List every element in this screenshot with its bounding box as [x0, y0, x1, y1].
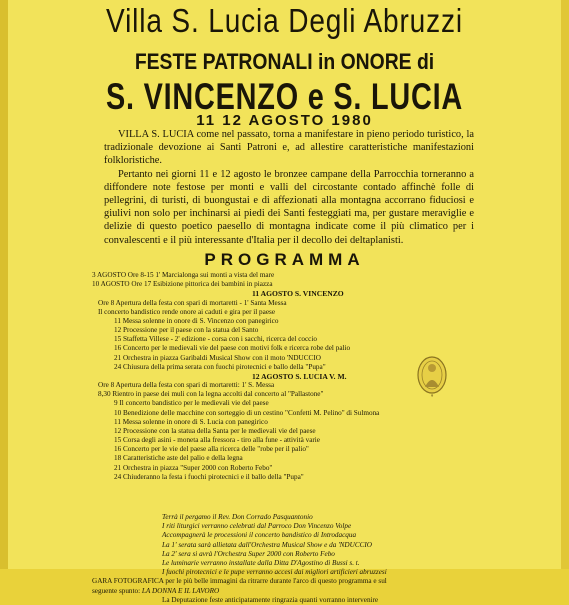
schedule-line: 16 Concerto per le vie del paese alla ricerca delle "robe per il palio" — [114, 445, 309, 454]
day2-heading: 12 AGOSTO S. LUCIA V. M. — [252, 371, 347, 381]
schedule-line: 12 Processione con la statua della Santa per le medievali vie del paese — [114, 426, 316, 435]
schedule-line: 16 Concerto per le medievali vie del paese con motivi folk e ricerca robe del palio — [114, 344, 351, 353]
schedule-line: 18 Caratteristiche aste del palio e della legna — [114, 454, 243, 463]
footer-line: Accompagnerà le processioni il concerto bandistico di Introdacqua — [162, 531, 357, 540]
closing-line: La Deputazione feste anticipatamente ringrazia quanti vorranno intervenire — [162, 595, 379, 604]
schedule-line: 24 Chiusura della prima serata con fuochi pirotecnici e ballo della "Pupa" — [114, 362, 326, 371]
schedule-line: 21 Orchestra in piazza Garibaldi Musical Show con il moto 'NDUCCIO — [114, 353, 321, 362]
right-edge — [561, 0, 569, 569]
schedule-line: 9 Il concerto bandistico per le medievali vie del paese — [114, 399, 269, 408]
saint-medallion-icon — [412, 353, 452, 399]
schedule-line: 11 Messa solenne in onore di S. Lucia con panegirico — [114, 417, 268, 426]
schedule-line: 21 Orchestra in piazza "Super 2000 con Roberto Febo" — [114, 463, 273, 472]
intro-text — [104, 128, 474, 247]
schedule-line: 11 Messa solenne in onore di S. Vincenzo con panegirico — [114, 316, 279, 325]
schedule-line: Ore 8 Apertura della festa con spari di mortaretti - 1' Santa Messa — [98, 298, 287, 307]
poster-title: Villa S. Lucia Degli Abruzzi — [106, 2, 463, 39]
schedule-line: 10 Benedizione delle macchine con sorteggio di un cestino "Confetti M. Pelino" di Sulmona — [114, 408, 380, 417]
footer-line: La 2' sera si avrà l'Orchestra Super 2000 con Roberto Febo — [162, 549, 335, 558]
intro-paragraph: VILLA S. LUCIA come nel passato, torna a manifestare in pieno periodo turistico, la tradizionale devozione ai Santi Patroni e, ad allestire caratteristiche manifestazioni folkloristiche. — [104, 129, 474, 167]
saints-title: S. VINCENZO e S. LUCIA — [105, 76, 464, 117]
svg-text:✝: ✝ — [430, 393, 434, 398]
schedule-line: Ore 8 Apertura della festa con spari di mortaretti: 1' S. Messa — [98, 381, 275, 390]
schedule-line: 8,30 Rientro in paese dei muli con la legna accolti dal concerto al "Pallastone" — [98, 390, 324, 399]
footer-line: Terrà il pergamo il Rev. Don Corrado Pasquantonio — [162, 513, 313, 521]
poster-subtitle: FESTE PATRONALI in ONORE di — [134, 49, 435, 74]
schedule-line: 3 AGOSTO Ore 8-15 1' Marcialonga sui monti a vista del mare — [92, 271, 275, 279]
gara-prefix: seguente spunto: — [92, 586, 141, 595]
schedule-line: 15 Staffetta Villese - 2' edizione - corsa con i sacchi, ricerca del coccio — [114, 335, 317, 344]
left-edge — [0, 0, 8, 569]
gara-theme-line — [92, 587, 482, 596]
intro-paragraph: Pertanto nei giorni 11 e 12 agosto le bronzee campane della Parrocchia torneranno a diffondere note festose per monti e valli del circostante contado affinchè folle di pellegrini, di turisti, di buongustai e di affezionati alla montagna accorrano fiduciosi e giulivi non solo per inchinarsi ai piedi dei Santi festeggiati ma, per gustare meraviglie e delizie di questo poetico paesello di montagna indicate come il più climatico per i convalescenti e il più interessante d'Italia per il decollo dei deltaplanisti. — [104, 168, 474, 246]
schedule-line: 15 Corsa degli asini - moneta alla fressora - tiro alla fune - attività varie — [114, 436, 320, 445]
schedule-line: 10 AGOSTO Ore 17 Esibizione pittorica dei bambini in piazza — [92, 280, 273, 289]
date-line: 11 12 AGOSTO 1980 — [196, 112, 373, 129]
schedule-line: Il concerto bandistico rende onore ai caduti e gira per il paese — [98, 307, 276, 316]
schedule-line: 12 Processione per il paese con la statua del Santo — [114, 326, 259, 335]
programma-heading: PROGRAMMA — [204, 250, 365, 269]
footer-line: I fuochi pirotecnici e le pupe verranno accesi dai migliori artificieri abruzzesi — [162, 568, 387, 577]
footer-notes — [92, 513, 482, 605]
gara-theme: LA DONNA E IL LAVORO — [141, 586, 220, 595]
schedule-line: 24 Chiuderanno la festa i fuochi pirotecnici e il ballo della "Pupa" — [114, 472, 304, 481]
day1-heading: 11 AGOSTO S. VINCENZO — [252, 289, 344, 299]
footer-line: Le luminarie verranno installate dalla Ditta D'Agostino di Bussi s. t. — [162, 559, 360, 568]
footer-line: La 1' serata sarà allietata dall'Orchestra Musical Show e da 'NDUCCIO — [162, 540, 372, 549]
footer-line: I riti liturgici verranno celebrati dal Parroco Don Vincenzo Volpe — [162, 522, 352, 531]
gara-line: GARA FOTOGRAFICA per le più belle immagini da ritrarre durante l'arco di questo programma e sul — [92, 577, 387, 586]
